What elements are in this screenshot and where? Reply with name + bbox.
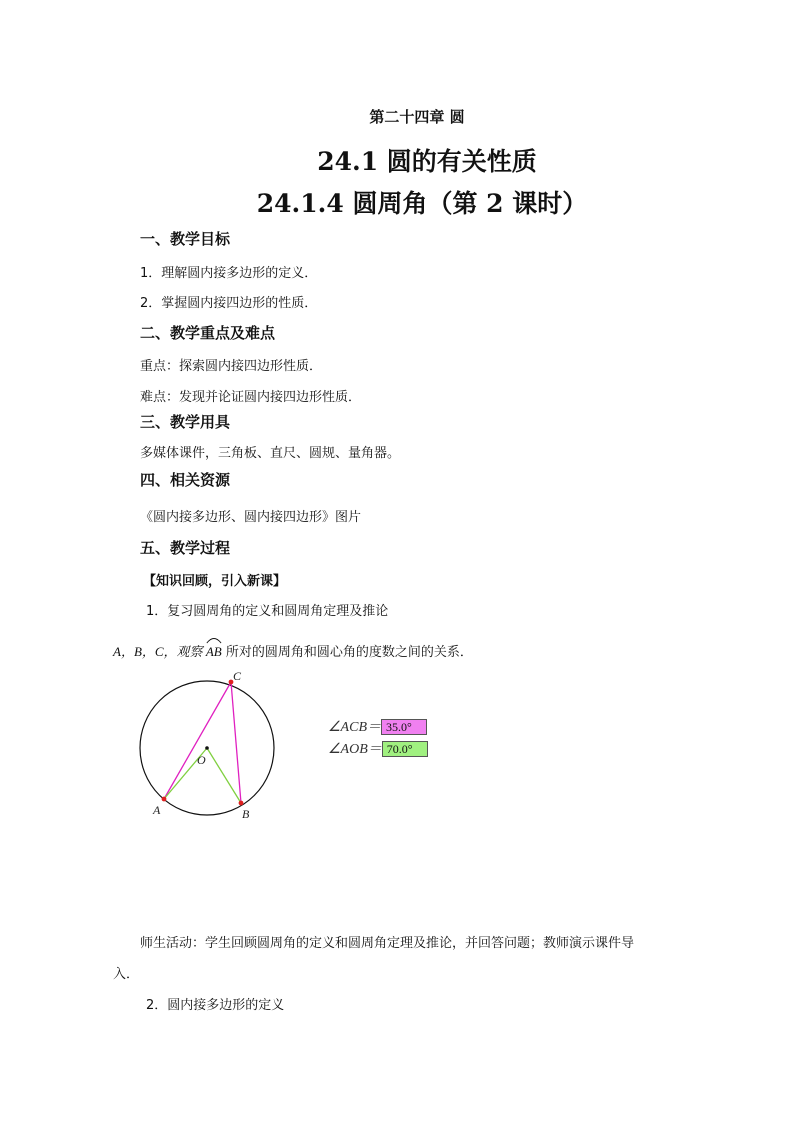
- heading-resources: 四、相关资源: [140, 471, 231, 489]
- label-a: A: [153, 803, 161, 817]
- circle-figure: [135, 668, 295, 828]
- measure-aob: [328, 738, 428, 758]
- heading-key-points: 二、教学重点及难点: [140, 324, 276, 342]
- heading-process: 五、教学过程: [140, 539, 231, 557]
- chord-cb: [231, 682, 241, 803]
- activity-line-1: 师生活动：学生回顾圆周角的定义和圆周角定理及推论，并回答问题；教师演示课件导: [140, 936, 635, 951]
- lesson-title: 24.1.4 圆周角（第 2 课时）: [256, 189, 588, 218]
- center-point: [205, 746, 209, 750]
- activity-line-2: 入．: [113, 967, 140, 982]
- arc-ab: [206, 644, 222, 660]
- chapter-title: 第二十四章 圆: [369, 108, 465, 126]
- process-step-2: 2．圆内接多边形的定义: [146, 998, 285, 1013]
- observe-suffix: 所对的圆周角和圆心角的度数之间的关系．: [221, 645, 473, 660]
- label-o: O: [197, 753, 206, 767]
- arc-label: AB: [205, 644, 222, 659]
- observe-prefix: A，B，C，观察: [113, 644, 206, 659]
- label-c: C: [233, 669, 242, 683]
- point-b: [239, 801, 244, 806]
- objective-1: 1．理解圆内接多边形的定义．: [140, 266, 318, 281]
- process-step-1: 1．复习圆周角的定义和圆周角定理及推论: [146, 604, 389, 619]
- measure-acb: [328, 716, 427, 736]
- measure-aob-label: ∠AOB＝: [328, 742, 382, 757]
- measure-aob-value: 70.0°: [382, 741, 428, 757]
- resources-text: 《圆内接多边形、圆内接四边形》图片: [140, 510, 362, 525]
- radius-ob: [207, 748, 241, 803]
- difficult-point: 难点：发现并论证圆内接四边形性质．: [140, 390, 362, 405]
- measure-acb-label: ∠ACB＝: [328, 720, 381, 735]
- objective-2: 2．掌握圆内接四边形的性质．: [140, 296, 318, 311]
- point-a: [162, 797, 167, 802]
- key-point: 重点：探索圆内接四边形性质．: [140, 359, 323, 374]
- heading-tools: 三、教学用具: [140, 413, 231, 431]
- measure-acb-value: 35.0°: [381, 719, 427, 735]
- heading-objectives: 一、教学目标: [140, 230, 231, 248]
- label-b: B: [242, 807, 250, 821]
- chord-ca: [164, 682, 231, 799]
- process-bracket-title: 【知识回顾，引入新课】: [143, 574, 287, 589]
- observe-line: [113, 641, 473, 660]
- section-title: 24.1 圆的有关性质: [317, 147, 537, 176]
- tools-text: 多媒体课件，三角板、直尺、圆规、量角器。: [140, 446, 401, 461]
- arc-symbol-icon: [206, 636, 222, 644]
